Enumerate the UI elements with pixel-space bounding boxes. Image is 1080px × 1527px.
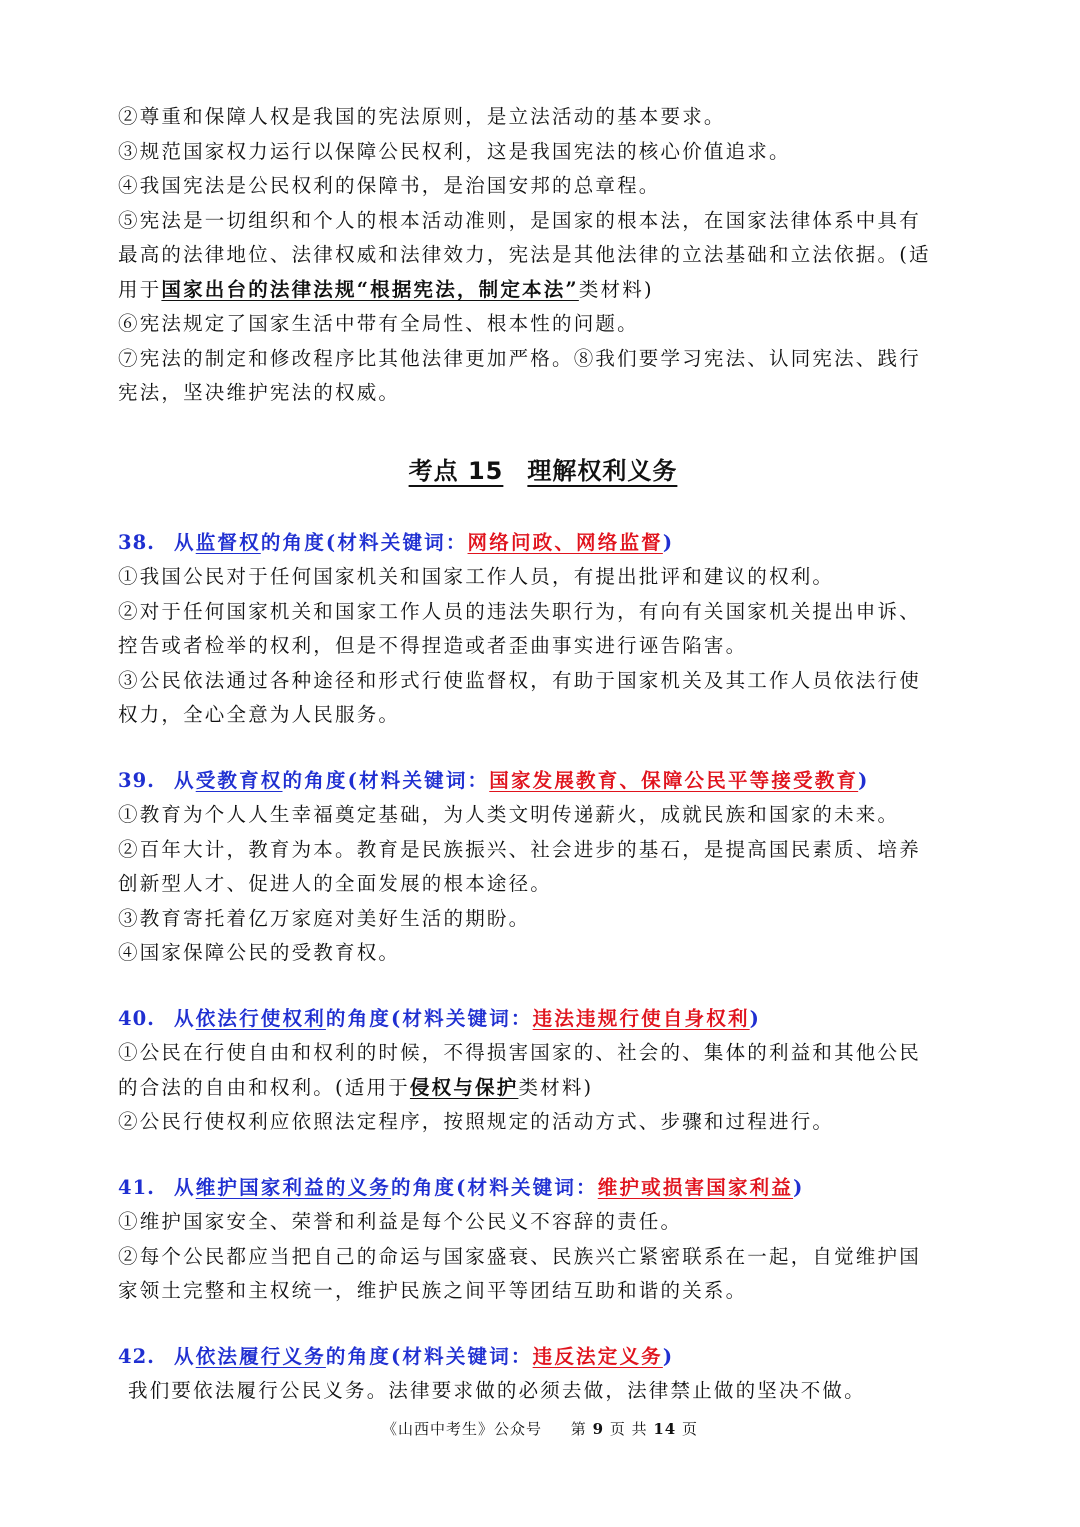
- point-heading: [118, 1002, 968, 1037]
- section-title-text: [409, 457, 678, 485]
- point-line: ①教育为个人人生幸福奠定基础，为人类文明传递薪火，成就民族和国家的未来。: [118, 803, 900, 826]
- point-key: 依法行使权利: [195, 1006, 326, 1030]
- point-line: ②对于任何国家机关和国家工作人员的违法失职行为，有向有关国家机关提出申诉、: [118, 599, 921, 623]
- point-number: 39.: [118, 768, 155, 792]
- intro-line: ⑦宪法的制定和修改程序比其他法律更加严格。⑧我们要学习宪法、认同宪法、践行: [118, 346, 921, 370]
- intro-line-applicable: [118, 273, 968, 308]
- point-line: ②百年大计，教育为本。教育是民族振兴、社会进步的基石，是提高国民素质、培养: [118, 837, 921, 861]
- text: 的角度(材料关键词：: [325, 1344, 533, 1368]
- point-line-applicable: [118, 1071, 968, 1106]
- text: ): [858, 768, 870, 792]
- intro-line: ②尊重和保障人权是我国的宪法原则，是立法活动的基本要求。: [118, 105, 726, 128]
- page-number: 9: [592, 1420, 605, 1438]
- point-key: 监督权: [195, 530, 261, 554]
- text: ): [662, 530, 675, 554]
- footer-source: 《山西中考生》公众号: [381, 1420, 542, 1438]
- intro-line: ④我国宪法是公民权利的保障书，是治国安邦的总章程。: [118, 174, 661, 197]
- text: 从: [174, 1006, 196, 1030]
- text: ): [662, 1344, 675, 1368]
- point-line: ②每个公民都应当把自己的命运与国家盛衰、民族兴亡紧密联系在一起，自觉维护国: [118, 1244, 921, 1268]
- point-number: 41.: [118, 1175, 155, 1199]
- point-line: ②公民行使权利应依照法定程序，按照规定的活动方式、步骤和过程进行。: [118, 1110, 835, 1133]
- point-line: ③公民依法通过各种途径和形式行使监督权，有助于国家机关及其工作人员依法行使: [118, 668, 921, 692]
- point-line: ④国家保障公民的受教育权。: [118, 941, 401, 964]
- applicable-material: 国家出台的法律法规“根据宪法，制定本法”: [161, 277, 579, 301]
- text: 第: [570, 1420, 587, 1438]
- point-line: ③教育寄托着亿万家庭对美好生活的期盼。: [118, 906, 531, 930]
- document-body: [118, 100, 968, 1409]
- page-total: 14: [653, 1420, 677, 1438]
- text: 类材料): [518, 1075, 594, 1099]
- point-line: ①公民在行使自由和权利的时候，不得损害国家的、社会的、集体的利益和其他公民: [118, 1041, 921, 1064]
- section-label: 考点 15: [408, 456, 504, 485]
- text: 的角度(材料关键词：: [282, 768, 490, 792]
- point-heading: [118, 764, 968, 799]
- page-footer: [0, 1418, 1080, 1439]
- text: 从: [174, 1175, 196, 1199]
- point-number: 38.: [118, 530, 155, 554]
- point-line: 权力，全心全意为人民服务。: [118, 703, 401, 726]
- point-keyword: 违法违规行使自身权利: [532, 1006, 750, 1030]
- point-line: 创新型人才、促进人的全面发展的根本途径。: [118, 872, 553, 895]
- text: 的角度(材料关键词：: [260, 530, 468, 554]
- text: 的角度(材料关键词：: [391, 1175, 598, 1199]
- point-line: 我们要依法履行公民义务。法律要求做的必须去做，法律禁止做的坚决不做。: [128, 1379, 866, 1402]
- intro-line: ③规范国家权力运行以保障公民权利，这是我国宪法的核心价值追求。: [118, 139, 791, 163]
- point-keyword: 维护或损害国家利益: [597, 1175, 794, 1199]
- point-key: 受教育权: [195, 768, 283, 792]
- section-title: [118, 451, 968, 486]
- intro-line: ⑤宪法是一切组织和个人的根本活动准则，是国家的根本法，在国家法律体系中具有: [118, 208, 921, 232]
- intro-line: 最高的法律地位、法律权威和法律效力，宪法是其他法律的立法基础和立法依据。(适: [118, 243, 931, 266]
- applicable-material: 侵权与保护: [409, 1075, 519, 1099]
- text: 类材料): [578, 277, 654, 301]
- text: 的合法的自由和权利。(适用于: [118, 1075, 410, 1099]
- point-number: 42.: [118, 1344, 155, 1368]
- point-line: ①维护国家安全、荣誉和利益是每个公民义不容辞的责任。: [118, 1210, 683, 1233]
- point-heading: [118, 526, 968, 561]
- point-line: 控告或者检举的权利，但是不得捏造或者歪曲事实进行诬告陷害。: [118, 634, 748, 657]
- point-number: 40.: [118, 1006, 155, 1030]
- point-keyword: 国家发展教育、保障公民平等接受教育: [489, 768, 859, 792]
- point-heading: [118, 1171, 968, 1206]
- text: 从: [174, 1344, 196, 1368]
- text: 从: [174, 768, 196, 792]
- text: 从: [174, 530, 196, 554]
- text: 的角度(材料关键词：: [325, 1006, 533, 1030]
- point-keyword: 违反法定义务: [532, 1344, 663, 1368]
- point-line: ①我国公民对于任何国家机关和国家工作人员，有提出批评和建议的权利。: [118, 565, 835, 588]
- text: 页 共: [609, 1420, 648, 1438]
- section-name: 理解权利义务: [527, 456, 678, 485]
- intro-line: 宪法，坚决维护宪法的权威。: [118, 381, 401, 404]
- intro-line: ⑥宪法规定了国家生活中带有全局性、根本性的问题。: [118, 312, 639, 335]
- point-key: 维护国家利益的义务: [195, 1175, 392, 1199]
- text: 页: [682, 1420, 699, 1438]
- text: 用于: [118, 277, 162, 301]
- text: ): [793, 1175, 805, 1199]
- point-key: 依法履行义务: [195, 1344, 326, 1368]
- point-heading: [118, 1340, 968, 1375]
- point-keyword: 网络问政、网络监督: [467, 530, 663, 554]
- point-line: 家领土完整和主权统一，维护民族之间平等团结互助和谐的关系。: [118, 1279, 748, 1302]
- text: ): [749, 1006, 762, 1030]
